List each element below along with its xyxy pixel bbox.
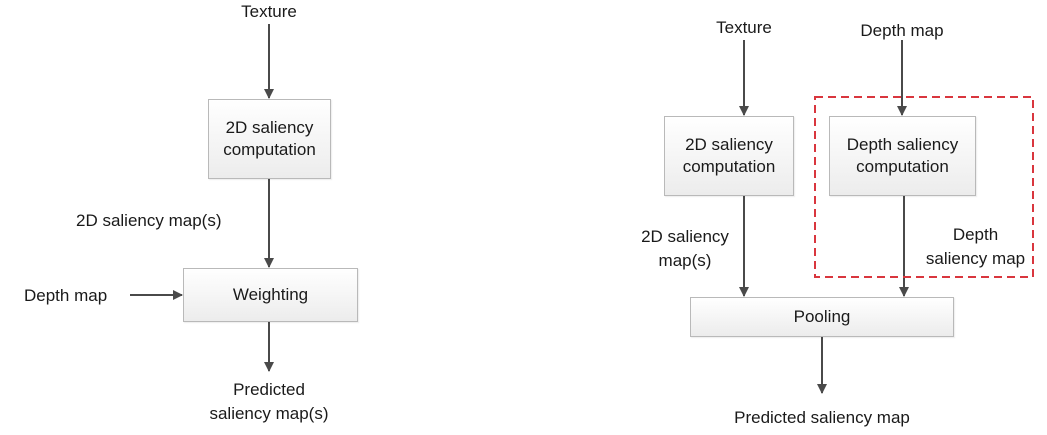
right-output-label: Predicted saliency map <box>734 408 910 427</box>
left-output-label: Predicted saliency map(s) <box>209 380 329 423</box>
right-2d-saliency-box: 2D saliency computation <box>664 116 794 196</box>
right-depth-map-label: Depth map <box>860 21 944 40</box>
left-2d-map-label: 2D saliency map(s) <box>76 211 222 230</box>
left-2d-saliency-box: 2D saliency computation <box>208 99 331 179</box>
weighting-box: Weighting <box>183 268 358 322</box>
left-depth-map-label: Depth map <box>24 286 108 305</box>
left-texture-label: Texture <box>241 2 297 21</box>
right-depth-map-output-label: Depth saliency map <box>925 225 1026 268</box>
pooling-box: Pooling <box>690 297 954 337</box>
right-texture-label: Texture <box>716 18 772 37</box>
depth-saliency-box: Depth saliency computation <box>829 116 976 196</box>
right-2d-map-label: 2D saliency map(s) <box>641 227 729 270</box>
